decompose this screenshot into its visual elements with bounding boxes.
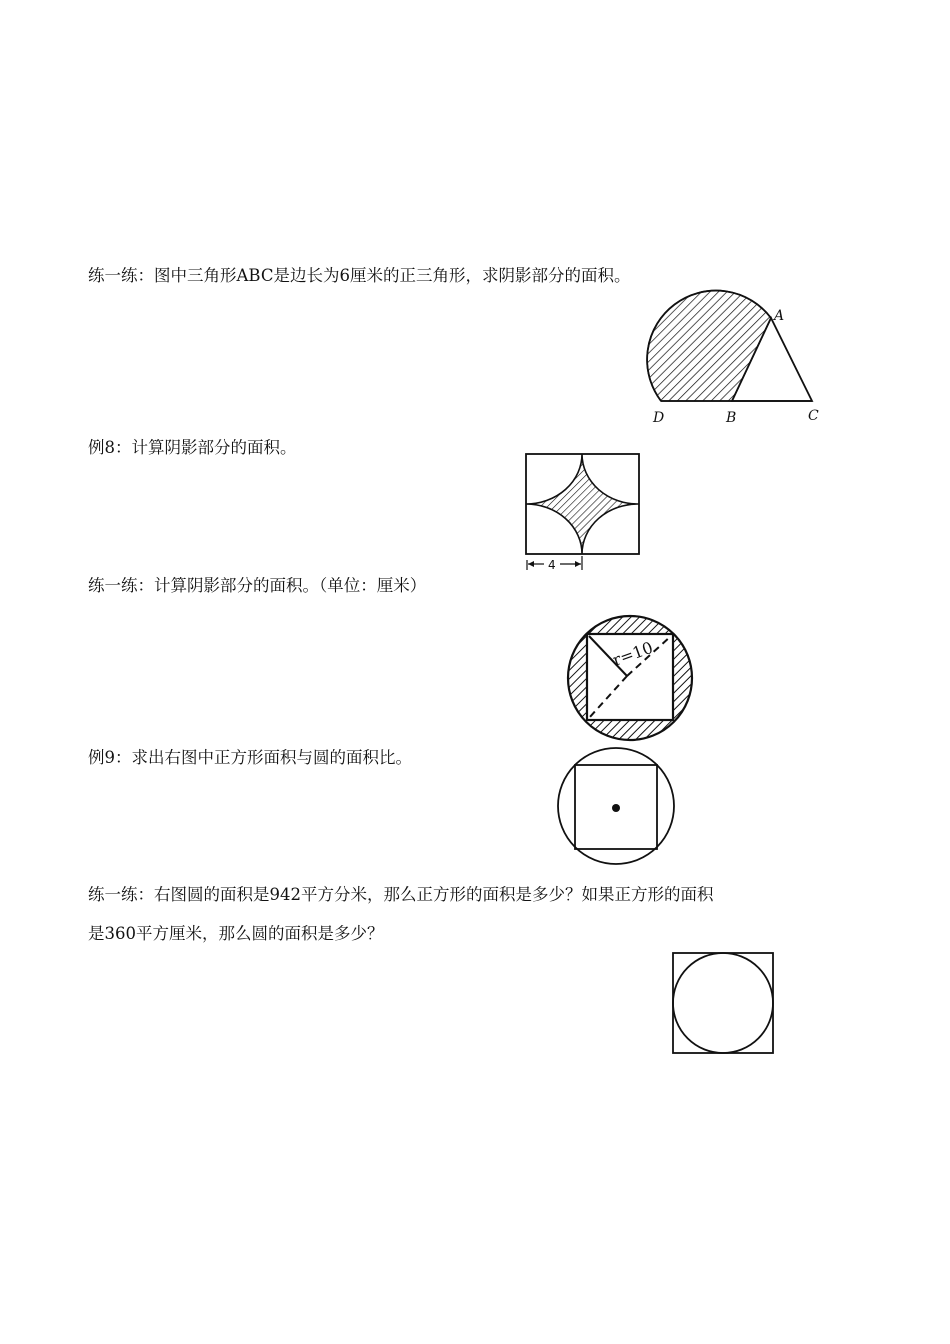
practice-2-text: 练一练：计算阴影部分的面积。（单位：厘米） <box>88 576 427 595</box>
shaded-star <box>526 454 639 554</box>
label-b: B <box>726 410 737 426</box>
label-a: A <box>774 308 785 324</box>
circle-square-ratio-figure <box>550 755 680 870</box>
radius-label: r=10 <box>610 637 656 670</box>
practice-1-text: 练一练：图中三角形ABC是边长为6厘米的正三角形，求阴影部分的面积。 <box>88 266 631 285</box>
practice-3-text-line1: 练一练：右图圆的面积是942平方分米，那么正方形的面积是多少？如果正方形的面积 <box>88 885 714 904</box>
square-inscribed-circle-figure <box>668 948 780 1060</box>
practice-3-text-line2: 是360平方厘米，那么圆的面积是多少？ <box>88 924 384 943</box>
circle-inscribed-square-figure <box>560 610 705 745</box>
shaded-region <box>647 291 771 401</box>
label-c: C <box>808 408 819 424</box>
label-d: D <box>653 410 665 426</box>
semicircle-triangle-figure <box>640 300 840 430</box>
example-8-text: 例8：计算阴影部分的面积。 <box>88 438 297 457</box>
dimension-label: 4 <box>548 558 556 572</box>
quarter-circles-figure <box>520 450 645 575</box>
example-9-text: 例9：求出右图中正方形面积与圆的面积比。 <box>88 748 412 767</box>
